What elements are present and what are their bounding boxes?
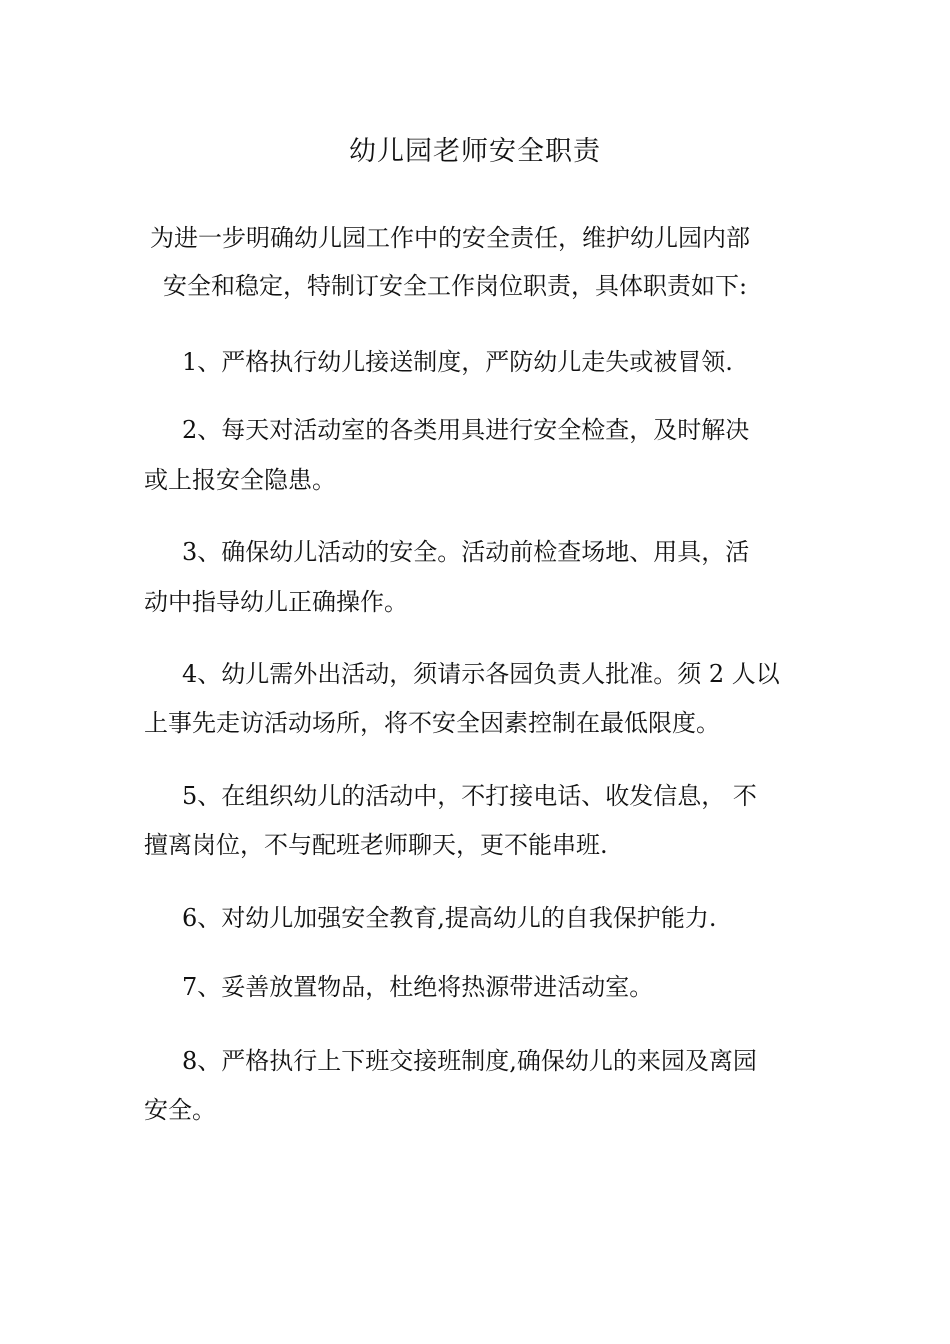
item-2-line-2: 或上报安全隐患。 (144, 466, 336, 494)
item-6-line-1: 6、对幼儿加强安全教育,提高幼儿的自我保护能力. (182, 904, 717, 932)
item-7-line-1: 7、妥善放置物品，杜绝将热源带进活动室。 (182, 973, 654, 1001)
item-4-line-1: 4、幼儿需外出活动，须请示各园负责人批准。须 2 人以 (182, 660, 780, 688)
item-5-line-1: 5、在组织幼儿的活动中，不打接电话、收发信息， 不 (182, 782, 757, 810)
item-8-line-1: 8、严格执行上下班交接班制度,确保幼儿的来园及离园 (182, 1047, 757, 1075)
item-8-line-2: 安全。 (144, 1096, 216, 1124)
document-title: 幼儿园老师安全职责 (349, 136, 601, 167)
item-5-line-2: 擅离岗位，不与配班老师聊天，更不能串班. (144, 831, 608, 859)
intro-line-1: 为进一步明确幼儿园工作中的安全责任，维护幼儿园内部 (150, 224, 750, 252)
item-1-line-1: 1、严格执行幼儿接送制度，严防幼儿走失或被冒领. (182, 348, 733, 376)
item-3-line-1: 3、确保幼儿活动的安全。活动前检查场地、用具，活 (182, 538, 750, 566)
item-4-line-2: 上事先走访活动场所，将不安全因素控制在最低限度。 (144, 709, 720, 737)
item-3-line-2: 动中指导幼儿正确操作。 (144, 588, 408, 616)
item-2-line-1: 2、每天对活动室的各类用具进行安全检查，及时解决 (182, 416, 750, 444)
intro-line-2: 安全和稳定，特制订安全工作岗位职责，具体职责如下: (163, 272, 748, 300)
